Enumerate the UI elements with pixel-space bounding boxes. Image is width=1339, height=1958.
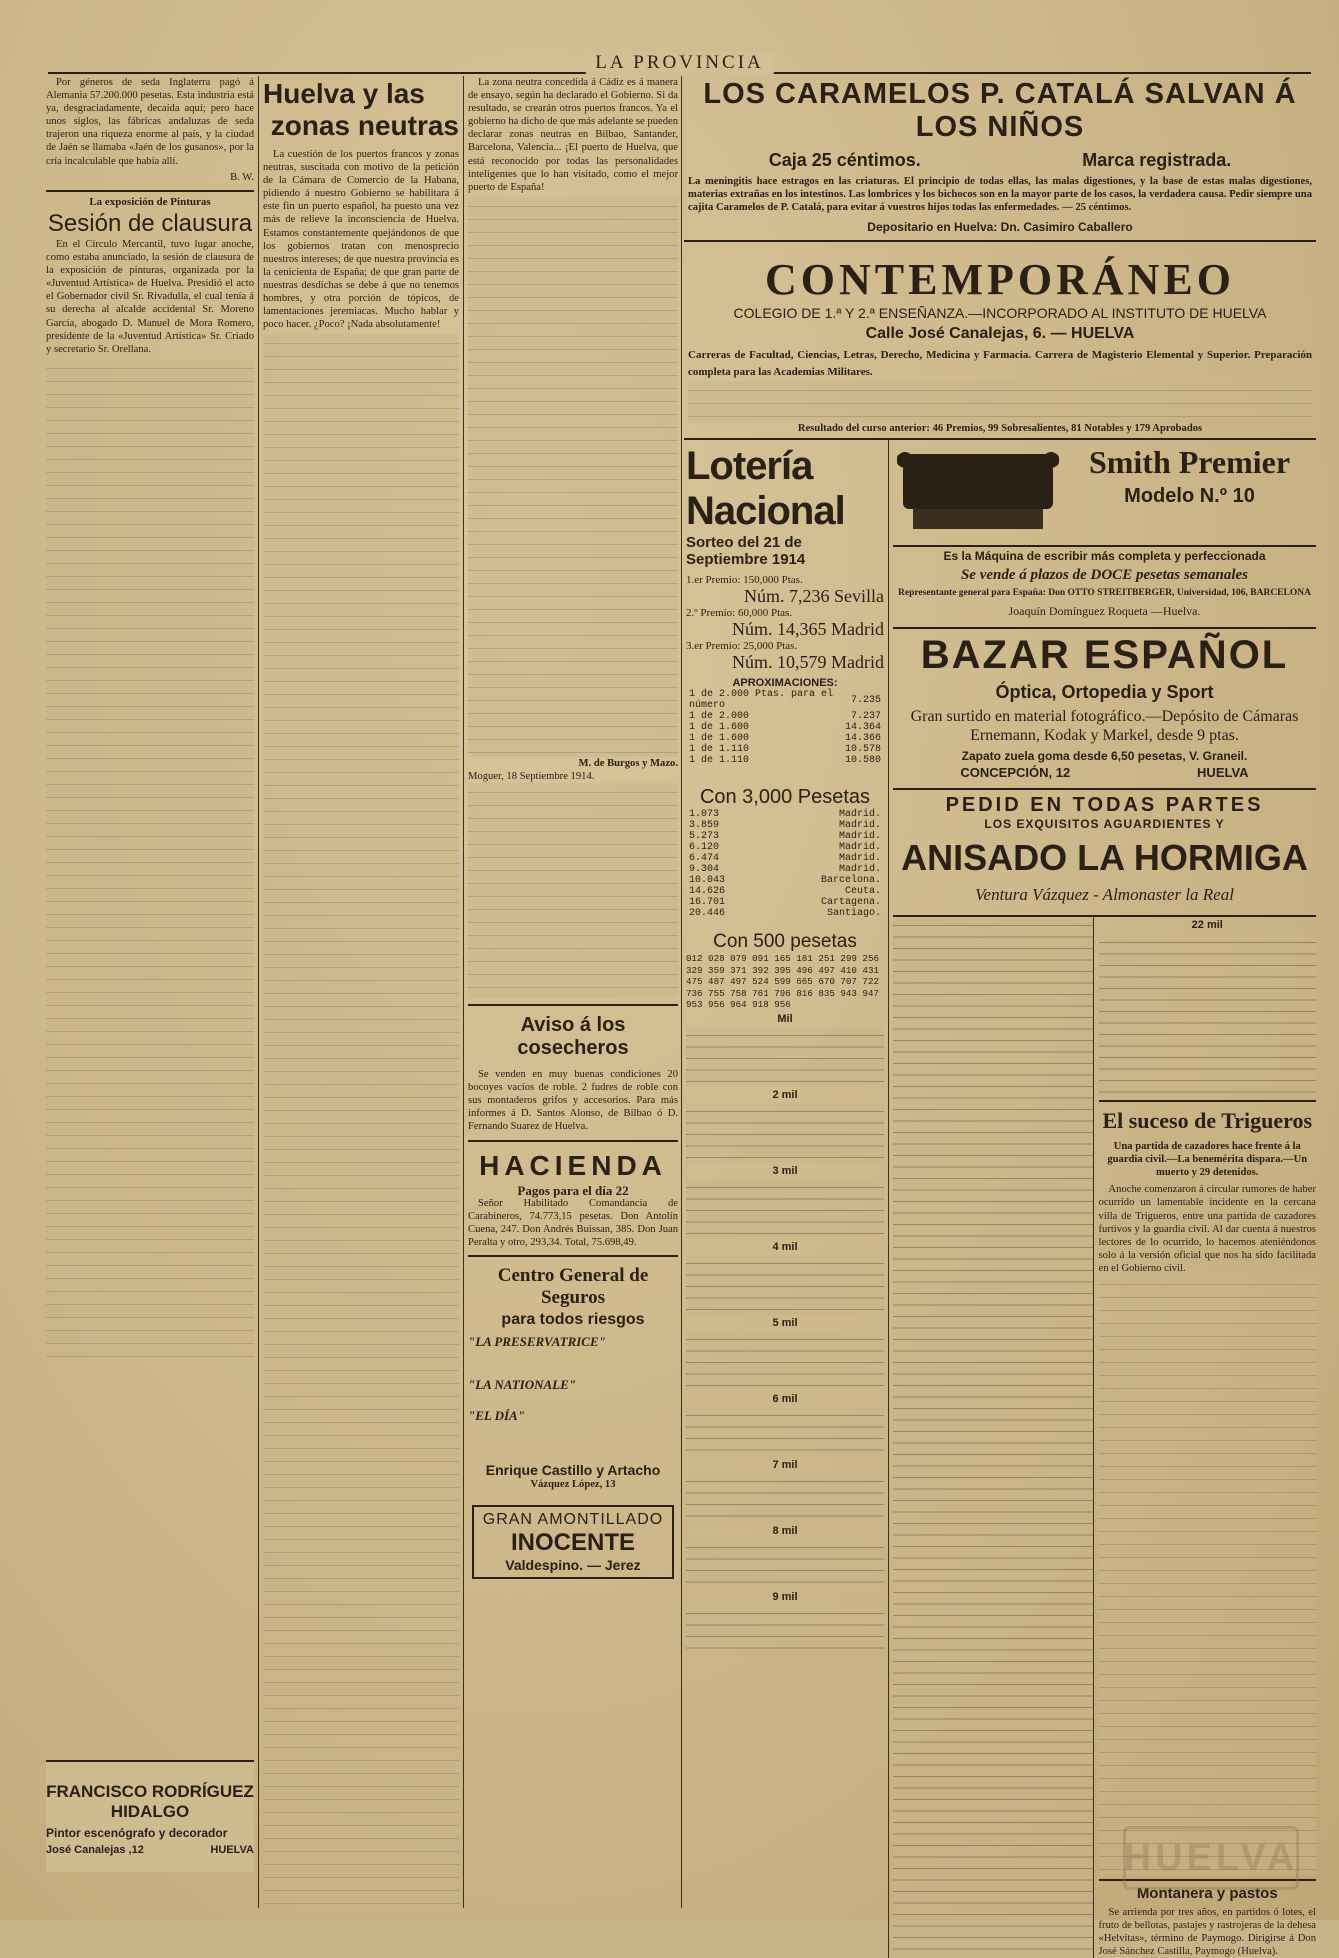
ad-name: FRANCISCO RODRÍGUEZ HIDALGO	[46, 1782, 254, 1821]
mil-label: 4 mil	[772, 1240, 798, 1253]
typewriter-icon	[893, 444, 1063, 539]
ad-maker: Ventura Vázquez - Almonaster la Real	[975, 885, 1234, 904]
mil-label: 8 mil	[772, 1524, 798, 1537]
ad-body: Señor Habilitado Comandancia de Carabineros, 74.773,15 pesetas. Don Antolín Cuena, 247. Don Andrés Buissan, 385. Don Juan Peralta y otro, 293,34. Total, 75.698,49.	[468, 1197, 678, 1248]
ad-addr: José Canalejas ,12	[46, 1844, 144, 1856]
painter-ad	[46, 1760, 254, 1872]
trigueros-column	[1094, 917, 1316, 1958]
ad-model: Modelo N.º 10	[1124, 485, 1255, 507]
smith-premier-ad	[893, 444, 1316, 547]
ad-line-1: GRAN AMONTILLADO	[482, 1511, 664, 1529]
ad-subtitle: para todos riesgos	[501, 1310, 645, 1328]
ad-city: HUELVA	[1197, 765, 1249, 780]
article-title: Sesión de clausura	[47, 209, 253, 237]
numbers-column	[893, 917, 1094, 1958]
price: Caja 25 céntimos.	[768, 150, 921, 170]
column-rule	[463, 76, 464, 1908]
ad-line-3: Valdespino. — Jerez	[505, 1557, 641, 1574]
depositario: Depositario en Huelva: Dn. Casimiro Caballero	[867, 220, 1133, 234]
premio-number: Núm. 14,365 Madrid	[732, 619, 884, 639]
ad-rep: Representante general para España: Don OTTO STREITBERGER, Universidad, 106, BARCELONA	[898, 588, 1311, 598]
premio-label: 1.er Premio: 150,000 Ptas.	[686, 574, 803, 586]
con-3000-title: Con 3,000 Pesetas	[699, 786, 871, 808]
ad-body: La meningitis hace estragos en las criaturas. El principio de todas ellas, las malas digestiones, y la base de estas malas digestiones, materias extrañas en los intestinos. Las lombrices y los bichocos son en la mayor parte de los casos, la verdadera causa. Pedir siempre una cajita Caramelos de P. Catalá, para evitar á vuestros hijos todas las enfermedades. — 25 céntimos.	[688, 176, 1312, 213]
mil-label: 5 mil	[772, 1316, 798, 1329]
column-1	[46, 76, 254, 1910]
article-intro: Por géneros de seda Inglaterra pagó á Alemania 57.200.000 pesetas. Esta industria está ya, desgraciadamente, decaída aquí; pero hace unos siglos, las fábricas andaluzas de seda trajeron una riqueza enorme al país, y la ciudad de Jaén se llamaba «Jaén de los gusanos», por la cría incalculable que había allí.	[46, 77, 254, 167]
loteria-subtitle: Sorteo del 21 de Septiembre 1914	[686, 534, 806, 568]
ad-body: Se venden en muy buenas condiciones 20 bocoyes vacíos de roble. 2 fudres de roble con sus montaderos grifos y accesorios. Para más informes á D. Santos Alonso, de Bilbao ó D. Fernando Suarez de Huelva.	[468, 1069, 678, 1133]
hormiga-ad	[893, 790, 1316, 917]
lower-split	[893, 917, 1316, 1958]
article-subtitle: Una partida de cazadores hace frente á la guardia civil.—La benemérita dispara.—Un muerto y 29 detenidos.	[1107, 1141, 1308, 1179]
ad-result: Resultado del curso anterior: 46 Premios, 99 Sobresalientes, 81 Notables y 179 Aprobados	[797, 423, 1203, 434]
con-500-title: Con 500 pesetas	[713, 931, 857, 952]
mil-label: 2 mil	[772, 1088, 798, 1101]
ad-title: LOS CARAMELOS P. CATALÁ SALVAN Á LOS NIÑOS	[703, 78, 1297, 143]
caramelos-ad	[684, 76, 1316, 242]
column-3	[468, 76, 678, 1910]
premio-label: 3.er Premio: 25,000 Ptas.	[686, 640, 798, 652]
ad-title: Aviso á los cosecheros	[517, 1014, 629, 1060]
watermark-logo: HUELVA	[1123, 1826, 1299, 1890]
ad-title: Centro General de Seguros	[497, 1264, 649, 1308]
ad-subtitle: LOS EXQUISITOS AGUARDIENTES Y	[984, 817, 1225, 831]
amontillado-ad	[472, 1505, 674, 1579]
ad-title: ANISADO LA HORMIGA	[901, 837, 1308, 878]
insurer-3: "EL DÍA"	[468, 1408, 525, 1424]
mil-label: 3 mil	[772, 1164, 798, 1177]
mil-label: 7 mil	[772, 1458, 798, 1471]
ad-title: Montanera y pastos	[1136, 1885, 1278, 1903]
article-body: La cuestión de los puertos francos y zonas neutras, suscitada con motivo de la petición de la Cámara de Comercio de la Habana, pidiendo á nuestro Gobierno se habilitara á este fin un puerto español, ha puesto una vez más de relieve la inconsciencia de Huelva. Estamos constantemente quejándonos de que los gobiernos tratan con menosprecio nuestros intereses; de que nuestra provincia es la cenicienta de España; de que gran parte de nuestras desdichas se debe á que no tenemos hombres, y otra porción de tópicos, de lamentaciones jeremiacas. Mucho hablar y poco hacer. ¿Poco? ¡Nada absolutamente!	[263, 149, 459, 331]
loteria-column	[684, 440, 889, 1958]
ad-line: Pintor escenógrafo y decorador	[46, 1826, 228, 1840]
ad-title: CONTEMPORÁNEO	[765, 255, 1235, 304]
ad-body: Es la Máquina de escribir más completa y perfeccionada	[943, 549, 1266, 563]
ad-plazos: Se vende á plazos de DOCE pesetas semanales	[960, 567, 1249, 583]
text-body-filler	[468, 783, 678, 998]
article-body: Anoche comenzaron á circular rumores de haber ocurrido un lamentable incidente en la cercana villa de Trigueros, entre una partida de cazadores furtivos y la guardia civil. Al dar cuenta á nuestros lectores de lo ocurrido, lo hacemos ateniéndonos solo á la versión oficial que nos ha sido facilitada en el Gobierno civil.	[1098, 1184, 1316, 1274]
text-body-filler	[46, 359, 254, 1359]
article-body: La zona neutra concedida á Cádiz es á manera de ensayo, según ha declarado el Gobierno. Si da resultado, se crearán otros puertos francos. Ya el gobierno ha dicho de que más adelante se pueden declarar zonas neutras en Bilbao, Santander, Barcelona, Valencia... ¡El puerto de Huelva, que está reconocido por todas las personalidades inteligentes que lo han visitado, como el mejor puerto de España!	[468, 77, 678, 193]
dateline: Moguer, 18 Septiembre 1914.	[468, 770, 595, 782]
insurer-1: "LA PRESERVATRICE"	[468, 1333, 606, 1349]
kicker: La exposición de Pinturas	[89, 195, 211, 208]
mil-label: 22 mil	[1191, 919, 1223, 931]
mil-label: 6 mil	[772, 1392, 798, 1405]
title-line-1: Huelva y las	[263, 78, 425, 109]
premio-number: Núm. 7,236 Sevilla	[744, 586, 884, 606]
trademark: Marca registrada.	[1082, 150, 1232, 170]
right-section	[684, 76, 1316, 1958]
smith-premier-text	[893, 547, 1316, 629]
masthead: LA PROVINCIA	[585, 52, 773, 74]
colegio-ad	[684, 242, 1316, 440]
ads-column	[889, 440, 1316, 1958]
ad-title: Smith Premier	[1088, 444, 1291, 480]
ad-body: Carreras de Facultad, Ciencias, Letras, Derecho, Medicina y Farmacia. Carrera de Magisterio Elemental y Superior. Preparación completa para las Academias Militares.	[688, 349, 1312, 378]
numbers-block: 012 028 079 091 165 181 251 299 256 329 359 371 392 395 496 497 410 431 475 487 497 524 599 665 670 707 722 736 755 758 761 796 816 835 943 947 953 956 964 918 956	[686, 953, 879, 1010]
insurer-delegate: Enrique Castillo y Artacho	[485, 1462, 661, 1479]
ad-address: Calle José Canalejas, 6. — HUELVA	[865, 325, 1135, 342]
article-title: El suceso de Trigueros	[1102, 1108, 1313, 1134]
numbers-filler	[893, 917, 1093, 1957]
ad-line-2: INOCENTE	[510, 1529, 635, 1557]
ad-zapato: Zapato zuela goma desde 6,50 pesetas, V. Graneil.	[961, 749, 1248, 763]
con-3000-table: 1.073 Madrid. 3.859 Madrid. 5.273 Madrid. 6.120 Madrid. 6.474 Madrid. 9.304 Madrid. 10.043 Barcelona. 14.626 Ceuta. 16.701 Cartagena. 20.446 Santiago.	[689, 809, 881, 919]
ad-local: Joaquín Domínguez Roqueta —Huelva.	[1008, 604, 1201, 618]
insurer-address: Vázquez López, 13	[530, 1479, 616, 1491]
aprox-table: 1 de 2.000 Ptas. para el número 7.235 1 de 2.000 7.237 1 de 1.600 14.364 1 de 1.600 14.366 1 de 1.110 10.578 1 de 1.110 10.580	[689, 689, 881, 766]
mil-label: Mil	[777, 1012, 793, 1025]
loteria-title: Lotería Nacional	[686, 444, 845, 533]
column-2	[263, 76, 459, 1910]
ad-body: Gran surtido en material fotográfico.—Depósito de Cámaras Ernemann, Kodak y Markel, desde 9 ptas.	[910, 708, 1299, 744]
signature: B. W.	[230, 171, 254, 183]
ad-subtitle: COLEGIO DE 1.ª Y 2.ª ENSEÑANZA.—INCORPORADO AL INSTITUTO DE HUELVA	[733, 305, 1267, 321]
text-body-filler	[263, 334, 459, 1910]
column-rule	[681, 76, 682, 1908]
ad-city: HUELVA	[210, 1844, 254, 1856]
ad-subtitle: Pagos para el día 22	[517, 1182, 629, 1198]
text-body-filler	[468, 197, 678, 757]
aprox-title: APROXIMACIONES:	[732, 677, 838, 689]
mil-label: 9 mil	[772, 1590, 798, 1603]
signature: M. de Burgos y Mazo.	[578, 757, 678, 769]
lower-right	[684, 440, 1316, 1958]
ad-address: CONCEPCIÓN, 12	[960, 765, 1071, 780]
bazar-ad	[893, 629, 1316, 790]
masthead-rule	[48, 52, 1311, 74]
premio-number: Núm. 10,579 Madrid	[732, 652, 884, 672]
premio-label: 2.º Premio: 60,000 Ptas.	[686, 607, 793, 619]
ad-body: Se arrienda por tres años, en partidos ó lotes, el fruto de bellotas, pastajes y rastrojeras de la dehesa «Helvitas», término de Paymogo. Dirigirse á Don José Sánchez Castilla, Paymogo (Huelva).	[1098, 1907, 1316, 1958]
insurer-2: "LA NATIONALE"	[468, 1377, 576, 1393]
ad-title: HACIENDA	[479, 1149, 667, 1181]
title-line-2: zonas neutras	[270, 110, 459, 141]
ad-top: PEDID EN TODAS PARTES	[945, 794, 1264, 816]
ad-subtitle: Óptica, Ortopedia y Sport	[995, 682, 1214, 702]
ad-title: BAZAR ESPAÑOL	[920, 633, 1289, 677]
article-body: En el Círculo Mercantil, tuvo lugar anoche, como estaba anunciado, la sesión de clausura de la exposición de pinturas, organizada por la «Juventud Artística» de Huelva. Presidió el acto el Gobernador civil Sr. Rivadulla, el cual tenía á su derecha al alcalde accidental Sr. Moreno García, abogado D. Manuel de Mora Romero, presidente de la «Juventud Artística» Sr. Criado y secretario Sr. Orellana.	[46, 238, 254, 355]
premio-list	[686, 574, 884, 673]
column-rule	[258, 76, 259, 1908]
